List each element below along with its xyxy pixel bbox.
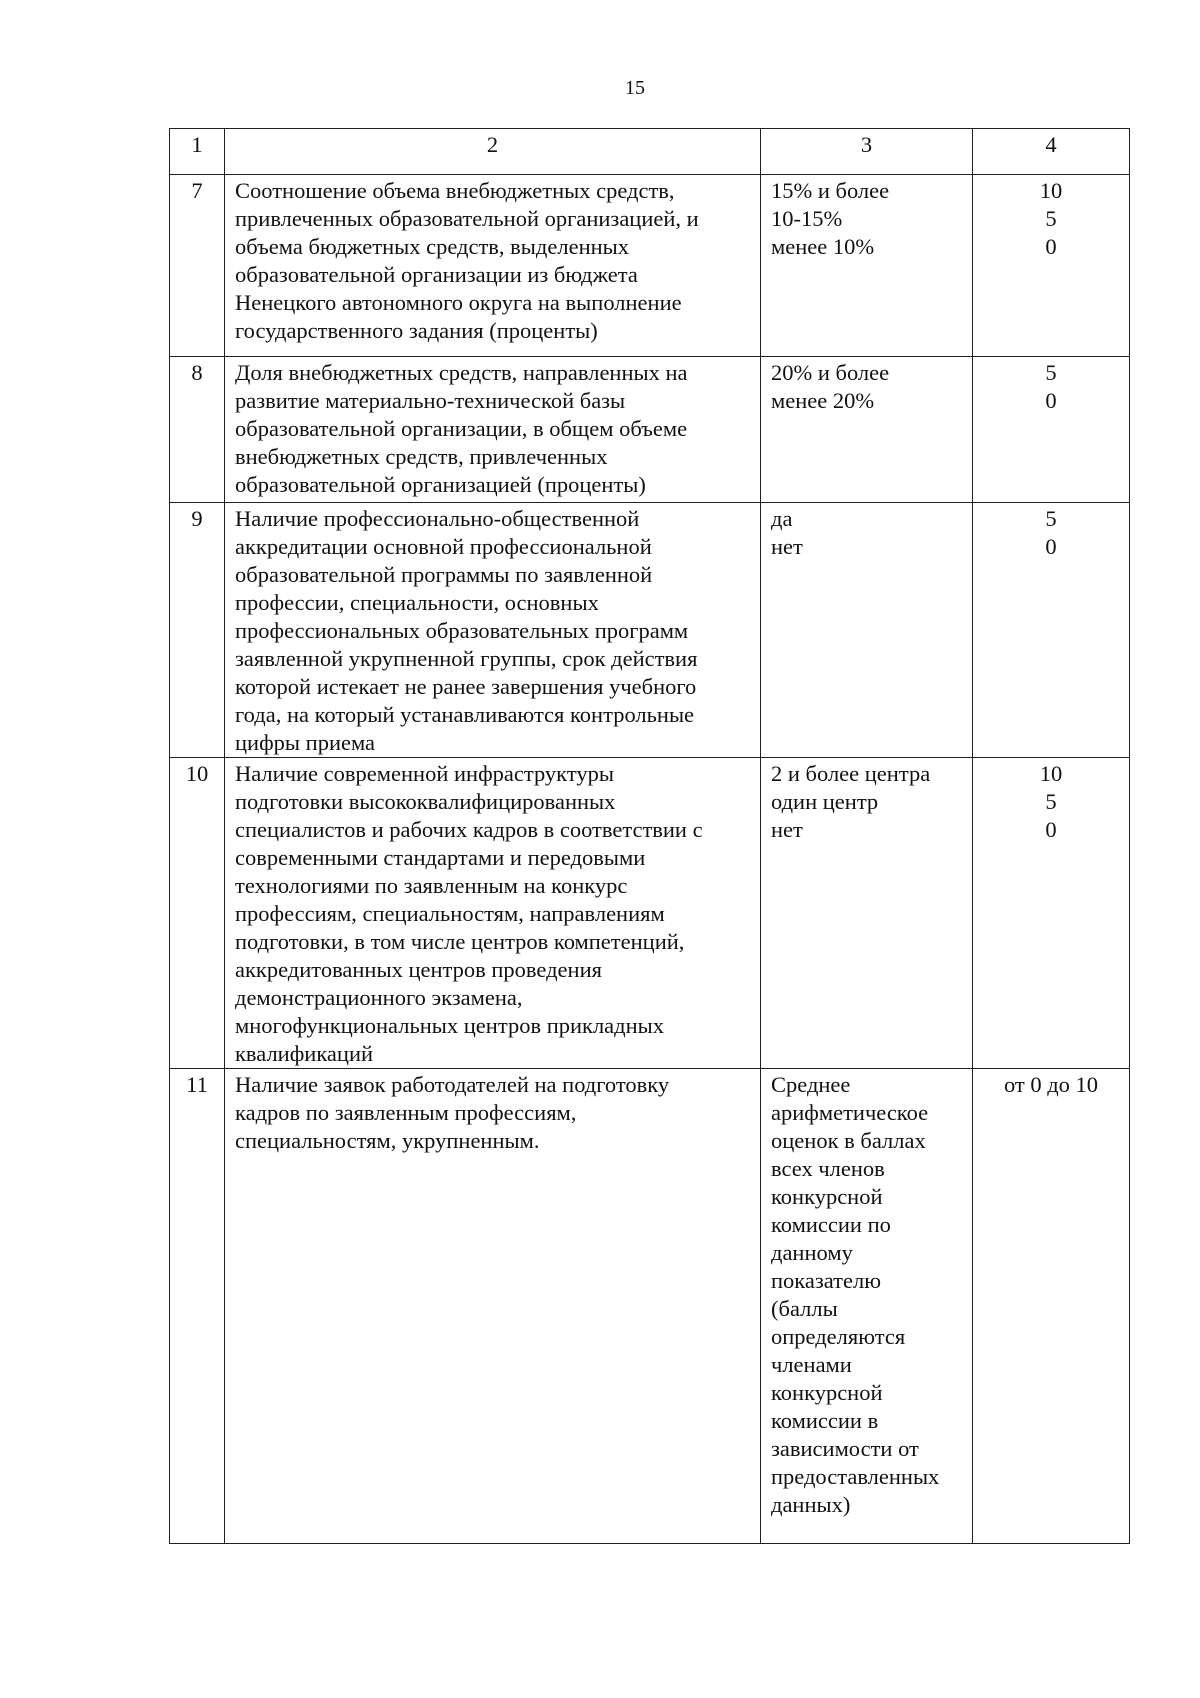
value-range-line: данному [771,1240,853,1265]
value-range-line: предоставленных [771,1464,940,1489]
value-range-line: 15% и более [771,178,890,203]
points-value-line: 5 [1045,360,1057,385]
row-number: 9 [170,503,225,758]
points-value-line: 0 [1045,817,1057,842]
criterion-text-line: аккредитованных центров проведения [235,957,602,982]
criterion-text-line: аккредитации основной профессиональной [235,534,652,559]
value-range [761,503,973,758]
points-value [973,175,1130,357]
points-value [973,503,1130,758]
criterion-text-line: развитие материально-технической базы [235,388,626,413]
criterion-text-line: Ненецкого автономного округа на выполнение [235,290,682,315]
criterion-text-line: современными стандартами и передовыми [235,845,646,870]
criterion-text-line: квалификаций [235,1041,374,1066]
value-range-line: Среднее [771,1072,851,1097]
table-row [170,503,1130,758]
value-range-line: да [771,506,793,531]
points-value-line: 0 [1045,234,1057,259]
value-range-line: конкурсной [771,1380,883,1405]
criterion-text-line: демонстрационного экзамена, [235,985,523,1010]
table-row [170,357,1130,503]
header-cell-3: 3 [761,129,973,175]
criterion-text-line: Наличие профессионально-общественной [235,506,640,531]
criterion-text-line: внебюджетных средств, привлеченных [235,444,608,469]
criterion-text-line: образовательной организации, в общем объеме [235,416,688,441]
criterion-text-line: которой истекает не ранее завершения учебного [235,674,697,699]
value-range-line: членами [771,1352,852,1377]
value-range-line: 10-15% [771,206,843,231]
value-range-line: нет [771,817,803,842]
criteria-table [169,128,1130,1544]
value-range-line: нет [771,534,803,559]
value-range-line: комиссии по [771,1212,891,1237]
criterion-text [225,758,761,1069]
points-value [973,357,1130,503]
criterion-text-line: подготовки, в том числе центров компетенций, [235,929,685,954]
value-range-line: 20% и более [771,360,890,385]
criterion-text-line: профессии, специальности, основных [235,590,599,615]
table-row [170,1069,1130,1544]
value-range-line: менее 10% [771,234,875,259]
header-cell-4: 4 [973,129,1130,175]
value-range-line: показателю [771,1268,882,1293]
points-value-line: от 0 до 10 [1003,1072,1099,1097]
table-row [170,175,1130,357]
value-range [761,175,973,357]
criterion-text-line: образовательной организации из бюджета [235,262,638,287]
value-range-line: оценок в баллах [771,1128,926,1153]
criterion-text-line: профессиям, специальностям, направлениям [235,901,665,926]
value-range-line: арифметическое [771,1100,929,1125]
criterion-text-line: профессиональных образовательных программ [235,618,689,643]
points-value [973,1069,1130,1544]
points-value-line: 10 [1039,761,1063,786]
points-value-line: 10 [1039,178,1063,203]
value-range-line: данных) [771,1492,851,1517]
criterion-text [225,357,761,503]
points-value-line: 5 [1045,789,1057,814]
criterion-text-line: многофункциональных центров прикладных [235,1013,665,1038]
value-range [761,758,973,1069]
criterion-text-line: подготовки высококвалифицированных [235,789,616,814]
criterion-text-line: кадров по заявленным профессиям, [235,1100,577,1125]
value-range-line: зависимости от [771,1436,919,1461]
criterion-text-line: Наличие современной инфраструктуры [235,761,614,786]
criterion-text-line: года, на который устанавливаются контрольные [235,702,695,727]
value-range-line: (баллы [771,1296,838,1321]
points-value-line: 0 [1045,388,1057,413]
value-range-line: конкурсной [771,1184,883,1209]
row-number: 7 [170,175,225,357]
points-value-line: 5 [1045,506,1057,531]
criterion-text-line: образовательной программы по заявленной [235,562,653,587]
criterion-text-line: специалистов и рабочих кадров в соответствии с [235,817,703,842]
value-range-line: 2 и более центра [771,761,931,786]
value-range-line: определяются [771,1324,906,1349]
value-range [761,1069,973,1544]
points-value [973,758,1130,1069]
row-number: 11 [170,1069,225,1544]
criterion-text-line: заявленной укрупненной группы, срок действия [235,646,698,671]
criterion-text [225,175,761,357]
criterion-text-line: государственного задания (проценты) [235,318,598,343]
criterion-text-line: цифры приема [235,730,376,755]
row-number: 8 [170,357,225,503]
value-range [761,357,973,503]
value-range-line: комиссии в [771,1408,879,1433]
table-row [170,758,1130,1069]
value-range-line: один центр [771,789,879,814]
page-number: 15 [625,77,645,99]
header-cell-1: 1 [170,129,225,175]
criterion-text-line: привлеченных образовательной организацией, и [235,206,699,231]
criterion-text [225,503,761,758]
criterion-text [225,1069,761,1544]
criterion-text-line: объема бюджетных средств, выделенных [235,234,630,259]
header-cell-2: 2 [225,129,761,175]
criterion-text-line: Соотношение объема внебюджетных средств, [235,178,675,203]
criterion-text-line: специальностям, укрупненным. [235,1128,540,1153]
value-range-line: всех членов [771,1156,885,1181]
value-range-line: менее 20% [771,388,875,413]
points-value-line: 5 [1045,206,1057,231]
criterion-text-line: образовательной организацией (проценты) [235,472,646,497]
criterion-text-line: Доля внебюджетных средств, направленных на [235,360,688,385]
points-value-line: 0 [1045,534,1057,559]
criterion-text-line: технологиями по заявленным на конкурс [235,873,628,898]
table-header-row [170,129,1130,175]
criterion-text-line: Наличие заявок работодателей на подготовку [235,1072,670,1097]
row-number: 10 [170,758,225,1069]
